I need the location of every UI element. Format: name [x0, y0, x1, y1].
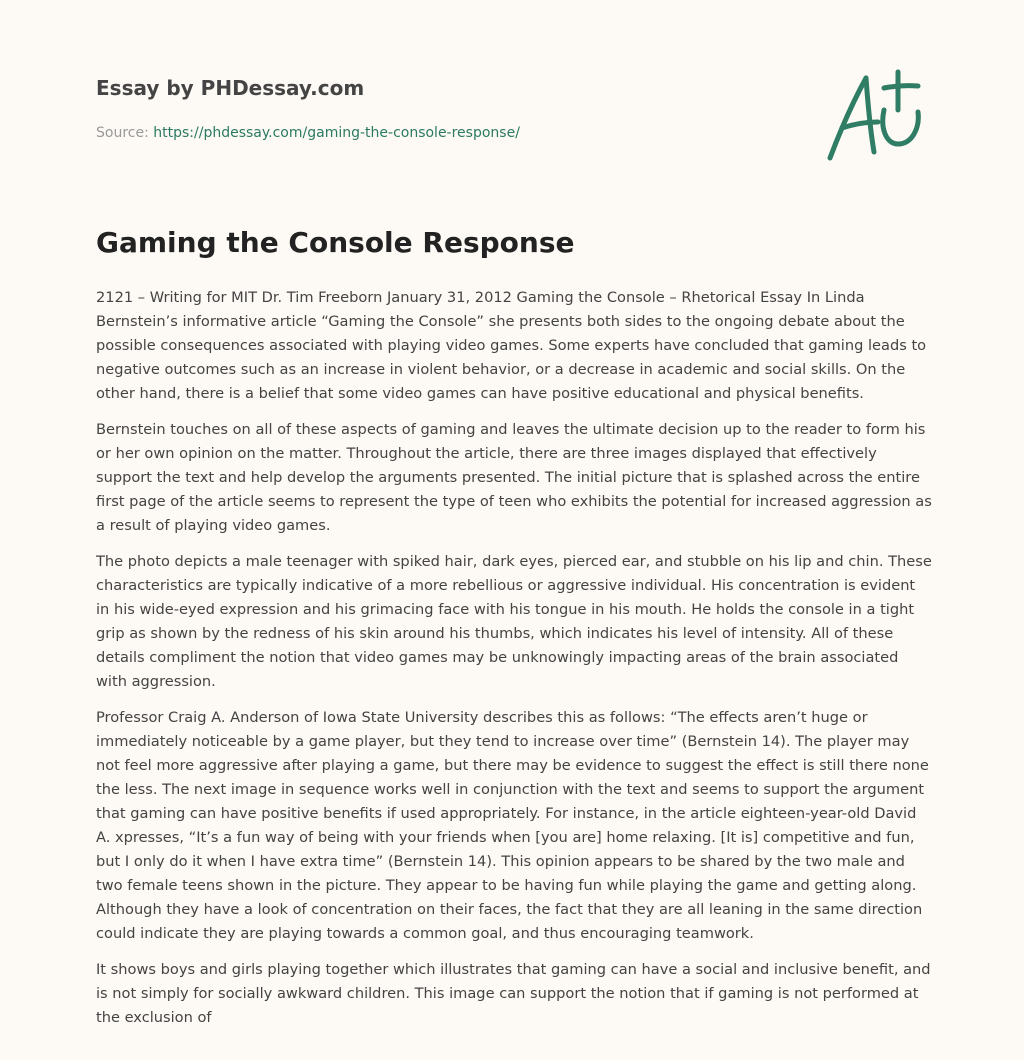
source-line	[96, 125, 520, 141]
source-label: Source:	[96, 125, 149, 141]
article-title: Gaming the Console Response	[96, 226, 575, 259]
paragraph: The photo depicts a male teenager with spiked hair, dark eyes, pierced ear, and stubble on his lip and chin. These characteristics are typically indicative of a more rebellious or aggressive individual. His concentration is evident in his wide-eyed expression and his grimacing face with his tongue in his mouth. He holds the console in a tight grip as shown by the redness of his skin around his thumbs, which indicates his level of intensity. All of these details compliment the notion that video games may be unknowingly impacting areas of the brain associated with aggression.	[96, 553, 932, 690]
article-body	[96, 286, 932, 1042]
paragraph: It shows boys and girls playing together which illustrates that gaming can have a social and inclusive benefit, and is not simply for socially awkward children. This image can support the notion that if gaming is not performed at the exclusion of	[96, 961, 931, 1026]
paragraph: Bernstein touches on all of these aspects of gaming and leaves the ultimate decision up to the reader to form his or her own opinion on the matter. Throughout the article, there are three images displayed that effectively support the text and help develop the arguments presented. The initial picture that is splashed across the entire first page of the article seems to represent the type of teen who exhibits the potential for increased aggression as a result of playing video games.	[96, 421, 932, 534]
paragraph: Professor Craig A. Anderson of Iowa State University describes this as follows: “The effects aren’t huge or immediately noticeable by a game player, but they tend to increase over time” (Bernstein 14). The player may not feel more aggressive after playing a game, but there may be evidence to suggest the effect is still there none the less. The next image in sequence works well in conjunction with the text and seems to support the argument that gaming can have positive benefits if used appropriately. For instance, in the article eighteen-year-old David A. xpresses, “It’s a fun way of being with your friends when [you are] home relaxing. [It is] competitive and fun, but I only do it when I have extra time” (Bernstein 14). This opinion appears to be shared by the two male and two female teens shown in the picture. They appear to be having fun while playing the game and getting along. Although they have a look of concentration on their faces, the fact that they are all leaning in the same direction could indicate they are playing towards a common goal, and thus encouraging teamwork.	[96, 709, 929, 942]
paragraph: 2121 – Writing for MIT Dr. Tim Freeborn January 31, 2012 Gaming the Console – Rhetorical Essay In Linda Bernstein’s informative article “Gaming the Console” she presents both sides to the ongoing debate about the possible consequences associated with playing video games. Some experts have concluded that gaming leads to negative outcomes such as an increase in violent behavior, or a decrease in academic and social skills. On the other hand, there is a belief that some video games can have positive educational and physical benefits.	[96, 289, 927, 402]
a-plus-logo-icon	[820, 66, 930, 166]
source-link[interactable]: https://phdessay.com/gaming-the-console-response/	[153, 125, 520, 141]
site-brand: Essay by PHDessay.com	[96, 76, 365, 100]
